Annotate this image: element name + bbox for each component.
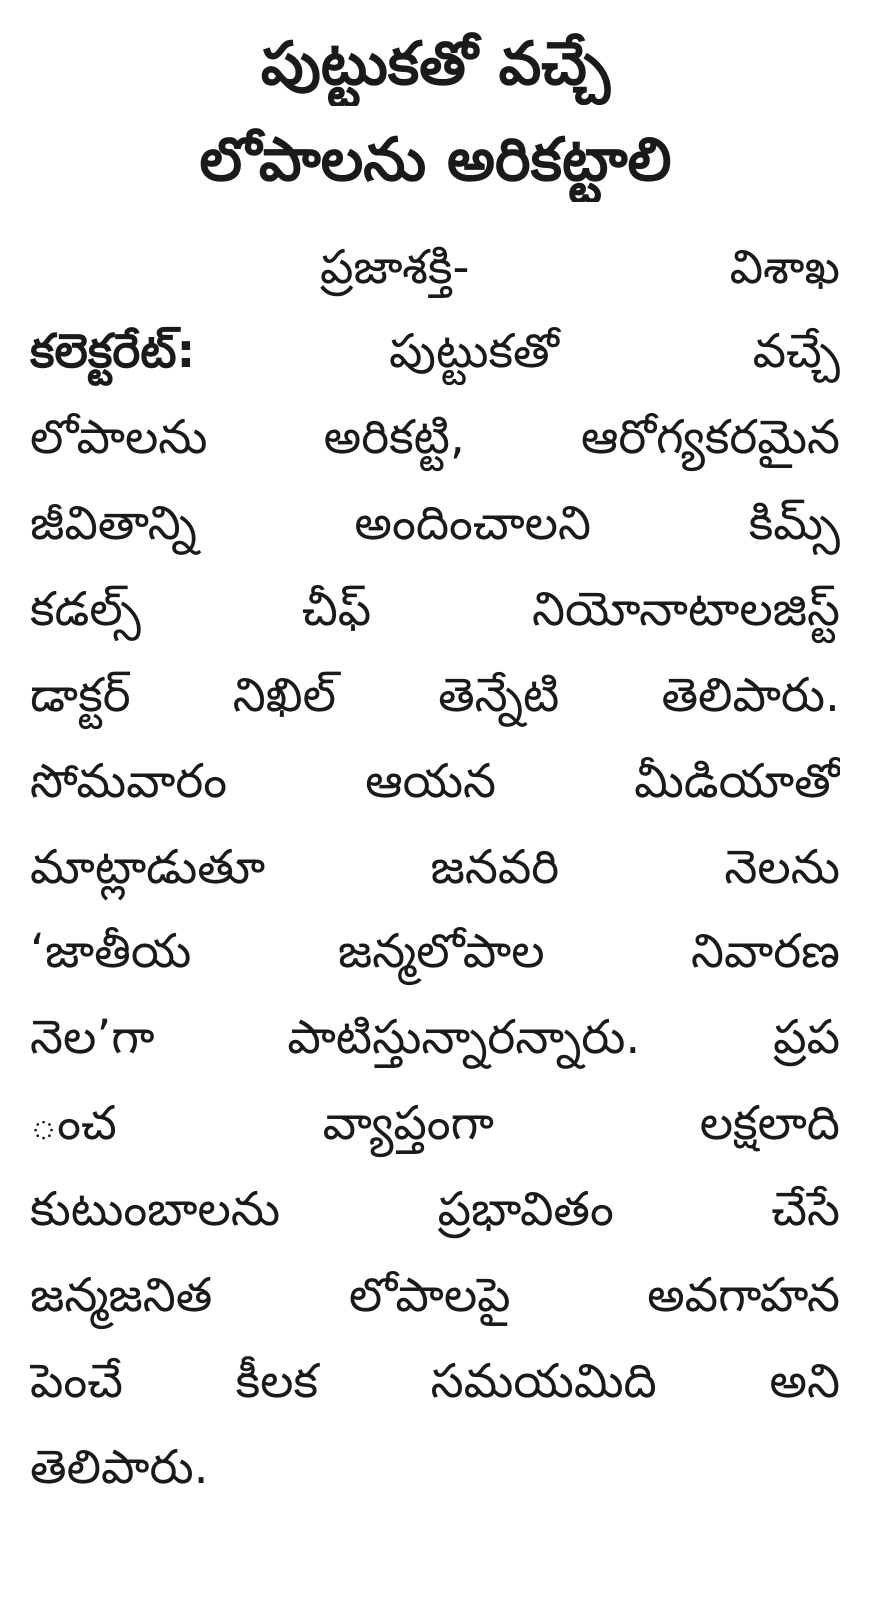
body-word: డాక్టర్: [30, 668, 131, 723]
body-word: నియోనాటాలజిస్ట్: [532, 582, 840, 637]
dateline-place: విశాఖ: [729, 240, 840, 295]
body-word: కిమ్స్: [748, 496, 840, 551]
body-line: [30, 656, 840, 736]
body-word: చీఫ్: [301, 582, 372, 637]
body-word: జీవితాన్ని: [30, 496, 197, 551]
body-line: [30, 1084, 840, 1164]
headline-line-1: పుట్టుకతో వచ్చే: [260, 29, 611, 99]
body-word: ఆరోగ్యకరమైన: [580, 410, 840, 465]
body-word: సమయమిది: [430, 1354, 657, 1409]
body-word: వచ్చే: [752, 324, 840, 379]
dateline-source: ప్రజాశక్తి-: [320, 240, 470, 295]
body-line: [30, 998, 840, 1078]
body-word: కుటుంబాలను: [30, 1182, 281, 1237]
body-word: లక్షలాది: [699, 1096, 840, 1151]
body-word: తెన్నేటి: [438, 668, 560, 723]
body-word: తెలిపారు.: [30, 1440, 209, 1495]
body-word: కడల్స్: [30, 582, 141, 637]
body-line: [30, 484, 840, 564]
body-word: చేసే: [771, 1182, 840, 1237]
body-word: వ్యాప్తంగా: [322, 1096, 494, 1151]
body-line: [30, 742, 840, 822]
body-line: [30, 570, 840, 650]
body-word: మాట్లాడుతూ: [30, 840, 266, 895]
body-line: [30, 312, 840, 392]
dateline: [320, 228, 840, 308]
body-word: జన్మలోపాల: [337, 924, 545, 979]
body-word: నిఖిల్: [232, 668, 336, 723]
body-word: పెంచే: [30, 1354, 123, 1409]
body-word: ంచ: [30, 1096, 117, 1151]
body-line: [30, 1256, 840, 1336]
body-line: [30, 398, 840, 478]
body-line: [30, 1170, 840, 1250]
body-word: అరికట్టి,: [323, 410, 465, 465]
body-word: ప్రభావితం: [437, 1182, 614, 1237]
body-word: లోపాలపై: [348, 1268, 511, 1323]
body-word: జనవరి: [430, 840, 560, 895]
body-word: పాటిస్తున్నారన్నారు.: [287, 1010, 641, 1065]
body-word: లోపాలను: [30, 410, 208, 465]
body-word: నెలను: [724, 840, 840, 895]
body-word: తెలిపారు.: [661, 668, 840, 723]
body-word: నెల’గా: [30, 1010, 155, 1065]
body-word: ఆయన: [365, 754, 497, 809]
body-word: ‘జాతీయ: [30, 924, 192, 979]
body-word: అందించాలని: [354, 496, 592, 551]
body-word: ప్రప: [773, 1010, 840, 1065]
body-line: [30, 1342, 840, 1422]
body-word: జన్మజనిత: [30, 1268, 213, 1323]
body-word: పుట్టుకతో: [389, 324, 559, 379]
body-line: [30, 912, 840, 992]
body-word: అవగాహన: [647, 1268, 840, 1323]
body-line: [30, 1428, 840, 1508]
body-word: నివారణ: [691, 924, 840, 979]
body-word: కీలక: [235, 1354, 319, 1409]
body-word: అని: [769, 1354, 840, 1409]
body-word: సోమవారం: [30, 754, 228, 809]
body-word: మీడియాతో: [634, 754, 840, 809]
dateline-word: కలెక్టరేట్:: [30, 324, 196, 379]
headline-line-2: లోపాలను అరికట్టాలి: [199, 125, 672, 195]
body-line: [30, 828, 840, 908]
